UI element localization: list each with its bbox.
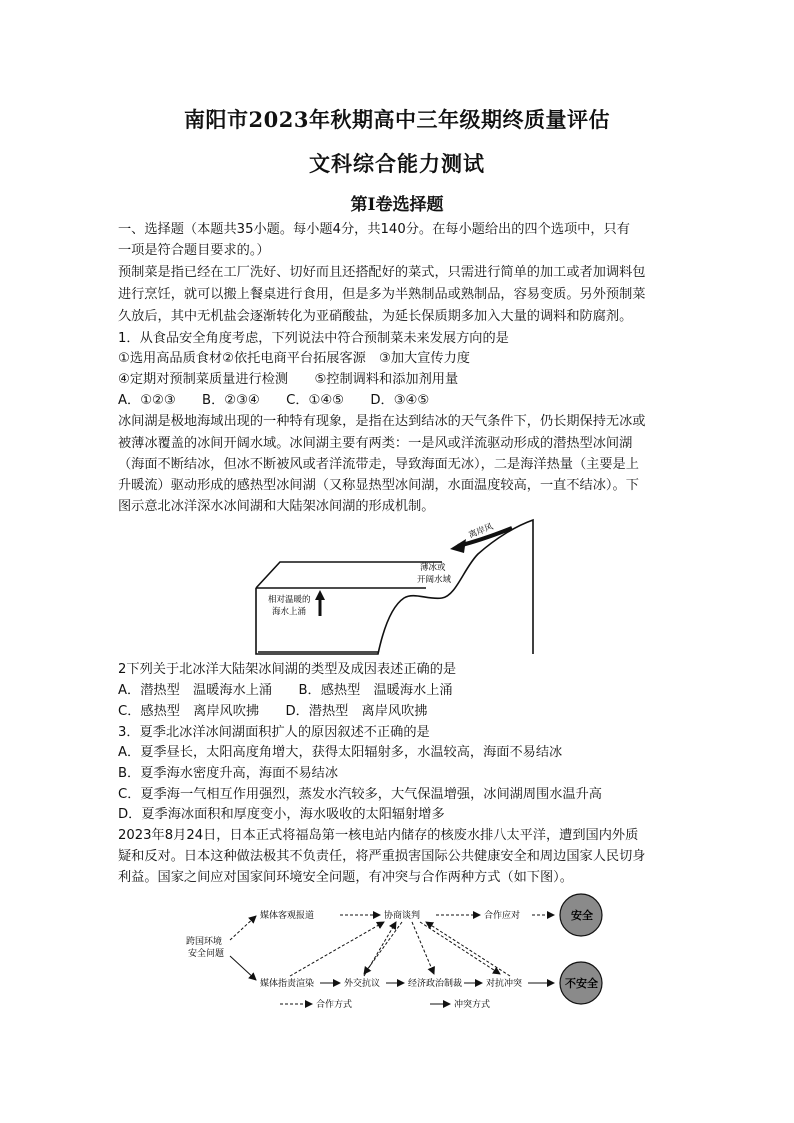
confrontation-label: 对抗冲突 xyxy=(486,979,523,989)
polynya-diagram xyxy=(252,518,537,656)
legend-conflict-label: 冲突方式 xyxy=(454,1000,491,1010)
q1-options: A．①②③ B．②③④ C．①④⑤ D．③④⑤ xyxy=(118,393,430,408)
media-report-label: 媒体客观报道 xyxy=(260,911,315,921)
instructions-line-1: 一、选择题（本题共35小题。每小题4分，共140分。在每小题给出的四个选项中，只有 xyxy=(118,222,630,237)
coop-response-label: 合作应对 xyxy=(484,911,521,921)
diplomatic-protest-label: 外交抗议 xyxy=(344,979,381,989)
safe-label: 安全 xyxy=(571,909,593,922)
media-blame-label: 媒体指责渲染 xyxy=(260,979,315,989)
section-heading: 第I卷选择题 xyxy=(350,195,444,215)
q1-stem: 1．从食品安全角度考虑，下列说法中符合预制菜未来发展方向的是 xyxy=(118,331,509,346)
q3-option-b: B．夏季海水密度升高，海面不易结冰 xyxy=(118,766,339,781)
q2-options-ab: A．潜热型 温暖海水上涌 B．感热型 温暖海水上涌 xyxy=(118,683,453,698)
exam-subtitle: 文科综合能力测试 xyxy=(309,151,485,176)
q2-stem: 2下列关于北冰洋大陆架冰间湖的类型及成因表述正确的是 xyxy=(118,662,457,677)
passage1-line-1: 预制菜是指已经在工厂洗好、切好而且还搭配好的菜式，只需进行简单的加工或者加调料包 xyxy=(118,265,646,280)
wind-label: 离岸风 xyxy=(467,521,495,541)
sanctions-label: 经济政治制裁 xyxy=(408,979,463,989)
upwelling-arrow-icon xyxy=(315,590,325,600)
passage2-line-3: （海面不断结冰，但冰不断被风或者洋流带走，导致海面无冰），二是海洋热量（主要是上 xyxy=(118,457,639,472)
q3-option-a: A．夏季昼长，太阳高度角增大，获得太阳辐射多，水温较高，海面不易结冰 xyxy=(118,745,563,760)
q3-option-d: D．夏季海冰面积和厚度变小，海水吸收的太阳辐射增多 xyxy=(118,807,445,822)
exam-title: 南阳市2023年秋期高中三年级期终质量评估 xyxy=(184,107,610,132)
q3-option-c: C．夏季海一气相互作用强烈，蒸发水汽较多，大气保温增强，冰间湖周围水温升高 xyxy=(118,787,602,802)
passage1-line-2: 进行烹饪，就可以搬上餐桌进行食用，但是多为半熟制品或熟制品，容易变质。另外预制菜 xyxy=(118,287,646,302)
instructions-line-2: 一项是符合题目要求的。） xyxy=(118,243,270,258)
q2-options-cd: C．感热型 离岸风吹拂 D．潜热型 离岸风吹拂 xyxy=(118,704,428,719)
passage2-line-4: 升暖流）驱动形成的感热型冰间湖（又称显热型冰间湖，水面温度较高，一直不结冰）。下 xyxy=(118,478,639,493)
root-label-2: 安全问题 xyxy=(188,949,225,959)
q1-items-2: ④定期对预制菜质量进行检测 ⑤控制调料和添加剂用量 xyxy=(118,372,459,387)
security-flowchart xyxy=(180,892,610,1016)
ice-label-2: 开阔水域 xyxy=(417,575,452,585)
q1-items-1: ①选用高品质食材②依托电商平台拓展客源 ③加大宣传力度 xyxy=(118,351,470,366)
warm-water-label-1: 相对温暖的 xyxy=(268,595,311,605)
warm-water-label-2: 海水上涌 xyxy=(272,607,307,617)
passage3-line-2: 疑和反对。日本这种做法极其不负责任，将严重损害国际公共健康安全和周边国家人民切身 xyxy=(118,849,646,864)
passage3-line-1: 2023年8月24日，日本正式将福岛第一核电站内储存的核废水排八太平洋，遭到国内外质 xyxy=(118,828,639,843)
unsafe-label: 不安全 xyxy=(565,977,598,990)
root-label-1: 跨国环境 xyxy=(186,937,223,947)
passage2-line-5: 图示意北冰洋深水冰间湖和大陆架冰间湖的形成机制。 xyxy=(118,499,435,514)
q3-stem: 3．夏季北冰洋冰间湖面积扩人的原因叙述不正确的是 xyxy=(118,725,430,740)
legend-coop-label: 合作方式 xyxy=(316,1000,353,1010)
passage2-line-2: 被薄冰覆盖的冰间开阔水域。冰间湖主要有两类：一是风或洋流驱动形成的潜热型冰间湖 xyxy=(118,436,633,451)
passage2-line-1: 冰间湖是极地海域出现的一种特有现象，是指在达到结冰的天气条件下，仍长期保持无冰或 xyxy=(118,414,646,429)
passage1-line-3: 久放后，其中无机盐会逐渐转化为亚硝酸盐，为延长保质期多加入大量的调料和防腐剂。 xyxy=(118,309,633,324)
passage3-line-3: 利益。国家之间应对国家间环境安全问题，有冲突与合作两种方式（如下图）。 xyxy=(118,870,573,885)
negotiation-label: 协商谈判 xyxy=(384,911,421,921)
ice-label-1: 薄冰或 xyxy=(420,563,446,573)
